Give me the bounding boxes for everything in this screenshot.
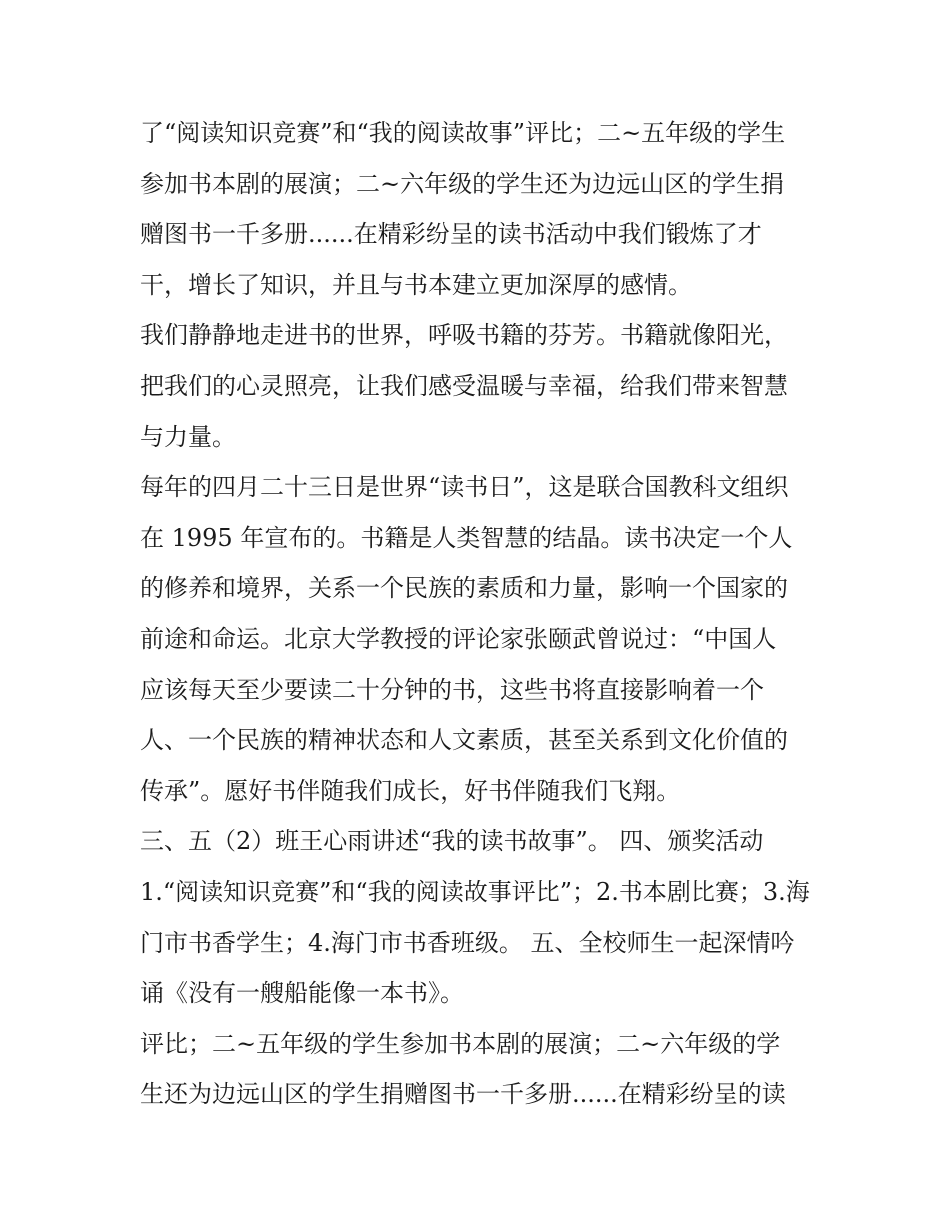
text-line-17: 门市书香学生；4.海门市书香班级。 五、全校师生一起深情吟: [140, 928, 795, 957]
text-line-10: 的修养和境界，关系一个民族的素质和力量，影响一个国家的: [140, 574, 788, 603]
text-line-13: 人、一个民族的精神状态和人文素质，甚至关系到文化价值的: [140, 726, 788, 755]
text-line-15: 三、五（2）班王心雨讲述“我的读书故事”。 四、颁奖活动: [140, 827, 764, 856]
text-line-3: 赠图书一千多册......在精彩纷呈的读书活动中我们锻炼了才: [140, 220, 762, 249]
text-line-12: 应该每天至少要读二十分钟的书，这些书将直接影响着一个: [140, 675, 764, 704]
text-line-9: 在 1995 年宣布的。书籍是人类智慧的结晶。读书决定一个人: [140, 523, 793, 552]
body-text: [140, 108, 820, 1120]
text-line-7: 与力量。: [140, 422, 236, 451]
text-line-1: 了“阅读知识竞赛”和“我的阅读故事”评比；二~五年级的学生: [140, 119, 786, 147]
text-line-2: 参加书本剧的展演；二~六年级的学生还为边远山区的学生捐: [140, 169, 785, 198]
text-line-5: 我们静静地走进书的世界，呼吸书籍的芬芳。书籍就像阳光，: [140, 321, 788, 350]
text-line-20: 生还为边远山区的学生捐赠图书一千多册......在精彩纷呈的读: [140, 1080, 786, 1109]
text-line-16: 1.“阅读知识竞赛”和“我的阅读故事评比”；2.书本剧比赛；3.海: [140, 877, 810, 906]
text-line-18: 诵《没有一艘船能像一本书》。: [140, 979, 464, 1008]
text-line-19: 评比；二~五年级的学生参加书本剧的展演；二~六年级的学: [140, 1029, 781, 1058]
text-line-14: 传承”。愿好书伴随我们成长，好书伴随我们飞翔。: [140, 776, 681, 805]
text-line-6: 把我们的心灵照亮，让我们感受温暖与幸福，给我们带来智慧: [140, 371, 788, 400]
text-line-8: 每年的四月二十三日是世界“读书日”，这是联合国教科文组织: [140, 473, 789, 502]
text-line-4: 干，增长了知识，并且与书本建立更加深厚的感情。: [140, 270, 692, 299]
text-line-11: 前途和命运。北京大学教授的评论家张颐武曾说过：“中国人: [140, 624, 777, 653]
